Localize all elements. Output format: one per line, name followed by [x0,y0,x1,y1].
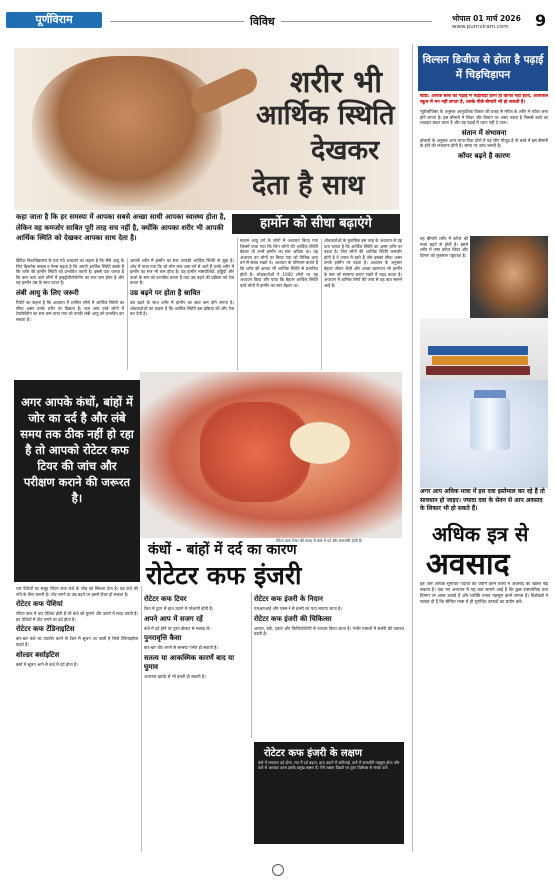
page-footer [0,856,555,882]
registration-mark-icon [272,864,284,876]
shoulder-body-8: एमआरआई और एक्स-रे से इंजरी का पता लगाया जाता है। [254,606,342,611]
sidebar-column-top [420,94,548,236]
main-lede: कहा जाता है कि हर समस्या में आपका सबसे अच्छा साथी आपका स्वास्थ्य होता है, लेकिन वह कमजोर साबित पूरी तरह सच नहीं है, क्योंकि आपका शरीर भी आपकी आर्थिक स्थिति को देखकर आपका साथ देता है। [16,213,227,242]
website-url: www.purnviram.com [452,24,509,30]
shoulder-headline-line-2: रोटेटर कफ इंजरी [146,561,302,590]
main-col2-body-2: उम्र बढ़ने के साथ शरीर में हार्मोन का स्राव कम होने लगता है। शोधकर्ताओं का कहना है कि आर्थिक स्थिति इस प्रक्रिया को और तेज कर देती है। [130,299,234,317]
shoulder-body-5: कंधे में दर्द होने पर तुरंत डॉक्टर से सलाह लें। [144,625,211,631]
shoulder-caption: रोटेटर कफ टियर की वजह से कंधे में दर्द और कमजोरी होती है। [276,538,363,543]
shoulder-kicker-9: रोटेटर कफ इंजरी की चिकित्सा [254,614,332,623]
shoulder-body-4: टेंडन में टूटन से हाथ उठाने में परेशानी होती है। [144,606,214,611]
sidebar-column-mid [420,236,468,316]
shoulder-column-2 [144,592,248,852]
shoulder-body-6: बार-बार चोट लगने से समस्या गंभीर हो सकती है। [144,645,218,651]
shoulder-body-7: अचानक झटके से भी इंजरी हो सकती है। [144,673,206,679]
shoulder-body-3: बर्सा में सूजन आने से कंधे में दर्द होता है। [16,661,78,667]
page-header [0,0,555,40]
arm-figure [187,64,261,117]
main-column-1 [16,258,124,370]
shoulder-kicker-7: सतत्य या आकस्मिक कारणें बाद या घुमाव [144,653,235,671]
torso-figure [32,56,222,206]
masthead-brand: पूर्णविराम [6,12,102,28]
page-number: 9 [535,11,547,30]
perfume-bottle-shape [470,398,510,450]
main-col4-body: शोधकर्ताओं के मुताबिक इस तरह के अध्ययन से यह पता चलता है कि आर्थिक स्थिति का असर शरीर पर पड़ता है। जिन लोगों की आर्थिक स्थिति कमजोर होती है वे तनाव में रहते हैं और इसका सीधा असर उनके हार्मोन पर पड़ता है। अध्ययन के अनुसार बेहतर जीवन शैली और अच्छा खानपान भी हार्मोन के स्तर को सामान्य बनाए रखने में मदद करता है। अध्ययन में शामिल लोगों की जांच से यह बात सामने आई है। [324,238,402,288]
main-col2-body: आपके शरीर में हार्मोन का स्तर आपकी आर्थिक स्थिति से जुड़ा है। शोध में पाया गया कि जो लोग कम आय वर्ग से आते हैं उनके शरीर में हार्मोन का स्तर भी कम होता है। यह हार्मोन मांसपेशियों, हड्डियों और ऊर्जा के स्तर को प्रभावित करता है तथा उम्र बढ़ने की प्रक्रिया को तेज करता है। [130,258,234,286]
edition-date: भोपाल 01 मार्च 2026 [452,14,521,23]
sidebar-kicker-2: कॉपर बढ़ने है कारण [458,151,510,160]
book-shape [426,366,530,375]
main-kicker-2: उम्र बढ़ने पर होता है स्रावित [130,288,201,297]
column-rule [237,238,238,370]
shoulder-column-1 [16,586,138,852]
sidebar-rule [412,44,413,852]
main-subheadline: हार्मोन को सीधा बढ़ाएंगे [232,214,400,234]
shoulder-kicker-1: रोटेटर कफ पेशियां [16,600,63,609]
column-rule [141,586,142,852]
perfume-body: इत्र और अधिक सुगंधित पदार्थों का प्रयोग करने वालों में अवसाद का खतरा बढ़ सकता है। एक नए अध्ययन में यह बात सामने आई है कि कुछ रासायनिक तत्व दिमाग पर असर डालते हैं और व्यक्ति तनाव महसूस करने लगता है। विशेषज्ञों ने सलाह दी है कि सीमित मात्रा में ही सुगंधित उत्पादों का प्रयोग करें। [420,582,548,605]
shoulder-anatomy-photo [140,372,402,538]
symptoms-body: कंधे में लगातार दर्द होना, रात में दर्द बढ़ना, हाथ उठाने में कठिनाई, कंधे में कमजोरी महसूस होना और कंधे से आवाज आना इसके प्रमुख लक्षण हैं। ऐसे लक्षण दिखने पर तुरंत विशेषज्ञ से संपर्क करें। [258,760,400,771]
shoulder-kicker-3: शोल्डर बर्साइटिस [16,650,60,659]
sidebar-kicker-1: संतान में संभावना [461,128,507,137]
main-column-3 [240,238,318,370]
sidebar-body-2: डॉक्टरों के अनुसार अगर माता-पिता दोनों में यह जीन मौजूद है तो बच्चे में इस बीमारी के होने की संभावना होती है। समय पर जांच जरूरी है। [420,137,548,149]
column-rule [251,592,252,738]
shoulder-headline-line-1: कंधों - बांहों में दर्द का कारण [148,542,297,558]
main-headline-line-3: देखकर [311,135,380,166]
main-headline-line-4: देता है साथ [252,170,365,201]
book-shape [432,356,528,365]
sidebar-body-3: यह बीमारी शरीर में कॉपर की मात्रा बढ़ने से होती है। इसमें शरीर में जमा कॉपर लिवर और दिमाग को नुकसान पहुंचाता है। [420,236,468,258]
shoulder-kicker-2: रोटेटर कफ टेंडिनाइटिस [16,625,75,634]
main-col1-body-2: रिपोर्ट का कहना है कि अध्ययन में शामिल लोगों में आर्थिक स्थिति का सीधा असर उनके शरीर पर दिखता है। कम आय वाले लोगों में टेस्टोस्टेरोन का स्तर कम पाया गया जो उनकी लंबी आयु को प्रभावित कर सकता है। [16,299,124,322]
main-col1-body: ब्रिटिश विश्वविद्यालय के एक नये अध्ययन का कहना है कि जैसे आयु के लिए बिजनेस क्लास व मेल्स बढ़ता है कि अपनी आर्थिक स्थिति उसके हैं कि शरीर की हार्मोन स्थिति को प्रभावित करती है। इससे पता चलता है कि कम आय वाले लोगों में हाइड्रोपीटोस्टेरोन का स्तर कम होता है और यह हार्मोन उम्र के साथ घटता है। [16,258,124,286]
shoulder-kicker-8: रोटेटर कफ इंजरी के निदान [254,595,323,603]
perfume-body-column [420,582,548,852]
perfume-headline-line-2: अवसाद [426,547,510,582]
main-kicker-1: लंबी आयु के लिए जरूरी [16,288,79,297]
shoulder-body-1: रोटेटर कफ में चार पेशियां होती हैं जो कंधे को घुमाने और उठाने में मदद करती हैं। इन पेशियों में चोट लगने पर दर्द होता है। [16,611,138,622]
shoulder-intro: चार पेशियों का समूह रोटेटर कफ कंधे के जोड़ को स्थिरता देता है। यह कंधे की गति के लिए जरूरी है। चोट लगने या उम्र बढ़ने पर इसमें टियर हो सकता है। [16,586,138,597]
section-title: विविध [244,14,281,29]
shoulder-column-3 [254,592,404,740]
main-headline-line-1: शरीर भी [290,65,383,100]
shoulder-kicker-6: पुनरावृत्ति कैसा [144,634,182,643]
perfume-headline-line-1: अधिक इत्र से [432,522,529,546]
column-rule [321,238,322,370]
shoulder-body-9: आराम, बर्फ, दवाएं और फिजियोथेरेपी से उपचार किया जाता है। गंभीर मामलों में सर्जरी की जरूरत पड़ती है। [254,625,404,637]
main-column-4 [324,238,402,370]
sidebar-intro: स्टडी: आपके बच्चे का पढ़ाई में चिड़चिड़ा होना ही काफी नहीं होता, आजकल स्कूल में मन नहीं लगता है, उसके पीछे बीमारी भी हो सकती है। [420,94,548,105]
perfume-caption: अगर आप अधिक मात्रा में इस दवा इस्तेमाल कर रहे हैं तो सावधान हो जाइए। ज्यादा दवा के सेवन से आप अवसाद के शिकार भी हो सकते हैं। [420,488,545,512]
shoulder-kicker-4: रोटेटर कफ टियर [144,595,187,603]
perfume-photo [420,380,548,488]
symptoms-title: रोटेटर कफ इंजरी के लक्षण [264,748,363,759]
shoulder-body-2: बार-बार कंधे का उपयोग करने से टेंडन में सूजन आ जाती है जिसे टेंडिनाइटिस कहते हैं। [16,636,138,647]
main-headline-line-2: आर्थिक स्थिति [256,100,395,131]
sidebar-headline: विल्सन डिजीज से होता है पढ़ाई में चिड़चिड़ापन [418,46,548,91]
main-column-2 [130,258,234,370]
main-col3-body: मध्यम आयु वर्ग के लोगों में अध्ययन किया गया जिसमें पाया गया कि जिन लोगों की आर्थिक स्थिति बेहतर थी उनमें हार्मोन का स्तर अधिक था। यह अध्ययन उन लोगों पर किया गया जो विभिन्न आय वर्ग से संबंध रखते थे। अध्ययन के परिणाम बताते हैं कि शरीर की क्षमता भी आर्थिक स्थिति से प्रभावित होती है। शोधकर्ताओं ने 1000 लोगों पर यह अध्ययन किया और पाया कि बेहतर आर्थिक स्थिति वाले लोगों में हार्मोन का स्तर बेहतर था। [240,238,318,288]
student-photo [470,236,548,320]
bone-shape [290,422,350,464]
books-photo [420,318,548,380]
column-rule [127,258,128,370]
sidebar-body-1: न्यूरोलॉजिस्ट के अनुसार आनुवंशिक विकार की वजह से मरीज के शरीर में कॉपर जमा होने लगता है। इस बीमारी में लिवर और दिमाग पर असर पड़ता है जिससे बच्चे का व्यवहार बदल जाता है और वह पढ़ाई में ध्यान नहीं दे पाता। [420,109,548,126]
book-shape [428,346,528,355]
shoulder-callout-box: अगर आपके कंधों, बांहों में जोर का दर्द है और लंबे समय तक ठीक नहीं हो रहा है तो आपको रोटेटर कफ टियर की जांच और परीक्षण कराने की जरूरत है। [14,380,140,582]
shoulder-kicker-5: अपने आप में सजग रहें [144,614,203,623]
